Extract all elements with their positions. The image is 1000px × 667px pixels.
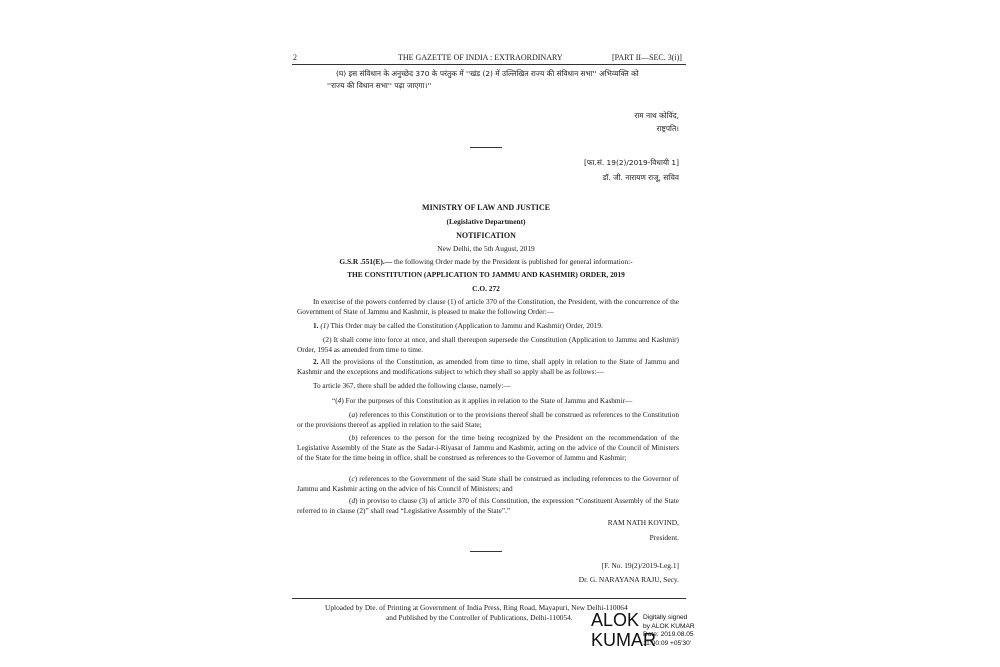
sub-clause-c: (c) references to the Government of the said State shall be construed as including references to the Governor of Jammu and Kashmir acting on the advice of his Council of Ministers; and <box>297 474 679 493</box>
paragraph-1-2: (2) It shall come into force at once, and shall thereupon supersede the Constitution (Application to Jammu and Kashmir) Order, 1954 as amended from time to time. <box>297 335 679 354</box>
paragraph-2: 2. All the provisions of the Constitution, as amended from time to time, shall apply in relation to the State of Jammu and Kashmir and the exceptions and modifications subject to which they shall so apply shall be as follows:— <box>297 357 679 376</box>
gazette-title: THE GAZETTE OF INDIA : EXTRAORDINARY <box>398 53 563 62</box>
gsr-line <box>290 257 682 267</box>
hindi-signatory-name: राम नाथ कोविंद, <box>634 111 679 120</box>
notification-heading: NOTIFICATION <box>456 231 516 240</box>
signatory-name: RAM NATH KOVIND, <box>607 518 679 527</box>
signature-name-line1: ALOK <box>591 610 640 630</box>
gsr-text: the following Order made by the President is published for general information:- <box>392 257 633 266</box>
ministry-heading: MINISTRY OF LAW AND JUSTICE <box>422 203 550 212</box>
footer-rule <box>292 598 686 599</box>
section-divider <box>470 147 502 148</box>
section-divider-2 <box>470 551 502 552</box>
sub-clause-d: (d) in proviso to clause (3) of article 370 of this Constitution, the expression “Constituent Assembly of the State referred to in clause (2)” shall read “Legislative Assembly of the State”.” <box>297 496 679 515</box>
place-date: New Delhi, the 5th August, 2019 <box>437 244 535 253</box>
order-title: THE CONSTITUTION (APPLICATION TO JAMMU AND KASHMIR) ORDER, 2019 <box>347 270 625 279</box>
footer-line1: Uploaded by Dte. of Printing at Government of India Press, Ring Road, Mayapuri, New Delhi-110064 <box>325 603 628 612</box>
hindi-clause-line1: (घ) इस संविधान के अनुच्छेद 370 के परंतुक में ''खंड (2) में उल्लिखित राज्य की संविधान सभा'' अभिव्यक्ति को <box>336 69 639 78</box>
co-number: C.O. 272 <box>472 284 500 293</box>
department-heading: (Legislative Department) <box>446 217 526 226</box>
file-number: [F. No. 19(2)/2019-Leg.1] <box>601 561 679 570</box>
hindi-file-number: [फा.सं. 19(2)/2019-विधायी 1] <box>584 158 679 167</box>
part-section: [PART II—SEC. 3(i)] <box>612 53 682 62</box>
signatory-title: President. <box>649 533 679 542</box>
paragraph-3: To article 367, there shall be added the following clause, namely:— <box>313 381 511 390</box>
paragraph-1: 1. (1) This Order may be called the Constitution (Application to Jammu and Kashmir) Order, 2019. <box>313 321 603 330</box>
header-rule <box>292 64 686 65</box>
signature-details: Digitally signed by ALOK KUMAR Date: 2019.08.05 11:00:09 +05'30' <box>643 614 695 647</box>
hindi-secretary: डॉ. जी. नारायण राजू, सचिव <box>602 173 679 182</box>
secretary: Dr. G. NARAYANA RAJU, Secy. <box>578 575 679 584</box>
signature-name-line2: KUMAR <box>591 630 657 650</box>
hindi-signatory-title: राष्ट्रपति। <box>656 124 679 133</box>
sub-clause-b: (b) references to the person for the time being recognized by the President on the recommendation of the Legislative Assembly of the State as the Sadar-i-Riyasat of Jammu and Kashmir, acting on the advice of the Council of Ministers of the State for the time being in office, shall be construed as references to the Governor of Jammu and Kashmir; <box>297 433 679 462</box>
footer-line2: and Published by the Controller of Publications, Delhi-110054. <box>386 613 573 622</box>
sub-clause-a: (a) references to this Constitution or to the provisions thereof shall be construed as references to the Constitution or the provisions thereof as applied in relation to the said State; <box>297 410 679 429</box>
clause-4: “(4) For the purposes of this Constitution as it applies in relation to the State of Jammu and Kashmir— <box>332 396 633 405</box>
intro-paragraph: In exercise of the powers conferred by clause (1) of article 370 of the Constitution, the President, with the concurrence of the Government of State of Jammu and Kashmir, is pleased to make the following Order:— <box>297 297 679 316</box>
hindi-clause-line2: ''राज्य की विधान सभा'' पढ़ा जाएगा।'' <box>327 81 432 90</box>
page-number: 2 <box>293 53 297 62</box>
gsr-number: G.S.R .551(E).— <box>339 257 393 266</box>
